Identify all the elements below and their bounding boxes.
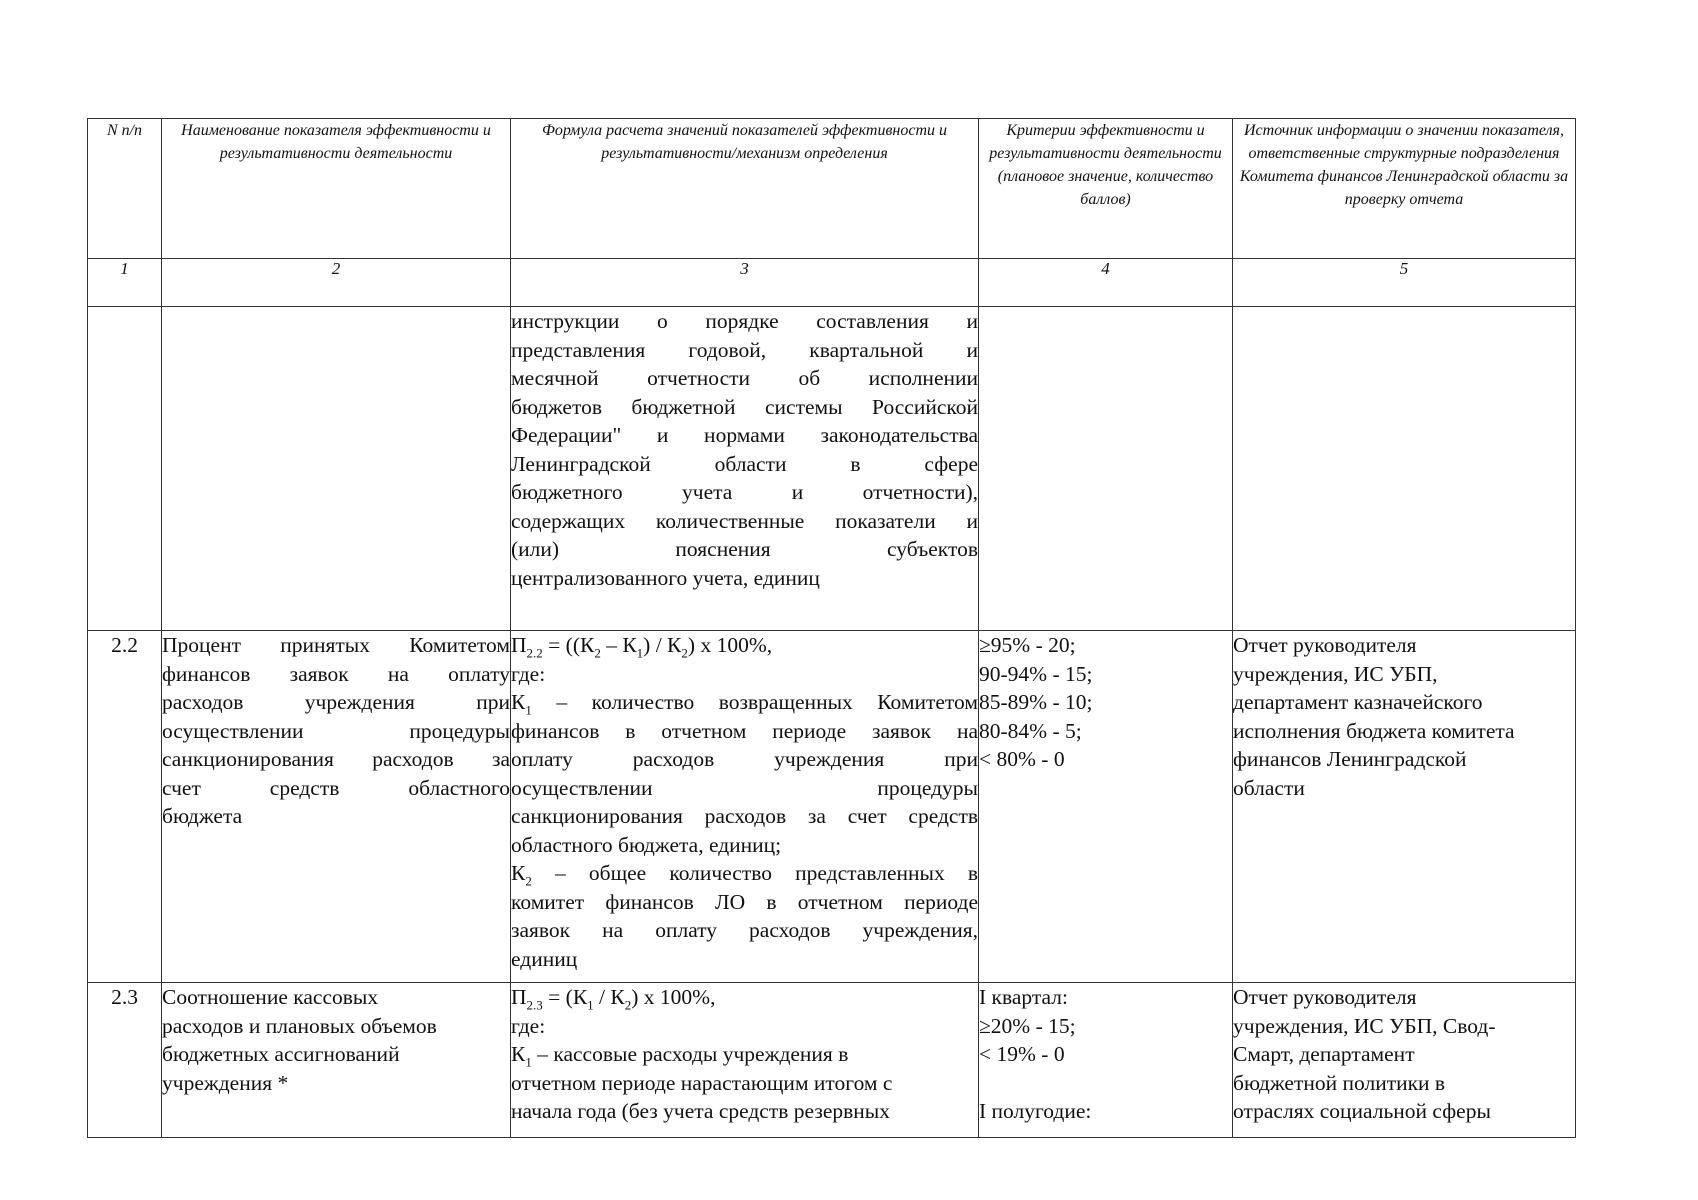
column-number-row	[88, 259, 1576, 307]
cell-line: бюджета	[162, 804, 243, 828]
cell-line: департамент казначейского	[1233, 690, 1483, 714]
row-number: 2.3	[88, 983, 162, 1138]
indicator-source	[1233, 307, 1576, 631]
cell-line: 85-89% - 10;	[979, 690, 1093, 714]
cell-line: расходов и плановых объемов	[162, 1013, 437, 1038]
cell-line: учреждения, ИС УБП,	[1233, 661, 1438, 686]
cell-line: $П_{2.3} = (К_1 / К_2)$ х 100%,	[511, 985, 716, 1013]
cell-line: отчетном периоде нарастающим итогом с	[511, 1070, 893, 1095]
indicator-formula	[511, 983, 979, 1138]
cell-line	[979, 1069, 1232, 1098]
cell-line: оплату расходов учреждения при	[511, 747, 978, 771]
cell-line: санкционирования расходов за	[162, 747, 510, 771]
cell-line: $П_{2.2} = ((К_2 - К_1) / К_2)$ х 100%,	[511, 633, 773, 661]
cell-line: бюджетов бюджетной системы Российской	[511, 394, 978, 419]
cell-line: 90-94% - 15;	[979, 661, 1093, 686]
cell-line: осуществлении процедуры	[511, 775, 978, 800]
row-number	[88, 307, 162, 631]
cell-line: заявок на оплату расходов учреждения,	[511, 918, 978, 942]
cell-line: ≥20% - 15;	[979, 1013, 1076, 1038]
header-cell: N п/п	[88, 119, 162, 259]
cell-line: ≥95% - 20;	[979, 633, 1076, 657]
cell-line: отраслях социальной сферы	[1233, 1099, 1491, 1123]
indicator-name	[162, 631, 511, 983]
cell-line: 80-84% - 5;	[979, 718, 1082, 743]
cell-line: $К_1$ – количество возвращенных Комитетом	[511, 690, 978, 718]
column-number: 5	[1233, 259, 1576, 307]
cell-line: санкционирования расходов за счет средств	[511, 804, 978, 828]
cell-line: Отчет руководителя	[1233, 985, 1417, 1009]
header-row	[88, 119, 1576, 259]
cell-line: финансов в отчетном периоде заявок на	[511, 718, 978, 743]
cell-line: где:	[511, 661, 546, 686]
cell-line: < 19% - 0	[979, 1042, 1065, 1066]
cell-line: Смарт, департамент	[1233, 1042, 1415, 1066]
cell-line: учреждения, ИС УБП, Свод-	[1233, 1013, 1496, 1038]
cell-line: I квартал:	[979, 985, 1068, 1009]
cell-line: финансов заявок на оплату	[162, 661, 510, 686]
cell-line: расходов учреждения при	[162, 690, 510, 714]
cell-line: бюджетной политики в	[1233, 1070, 1446, 1095]
cell-line: где:	[511, 1013, 546, 1038]
header-cell: Критерии эффективности и результативности деятельности (плановое значение, количество баллов)	[979, 119, 1233, 259]
row-number: 2.2	[88, 631, 162, 983]
indicator-formula	[511, 631, 979, 983]
cell-line: области	[1233, 775, 1305, 800]
cell-line: Соотношение кассовых	[162, 985, 379, 1009]
cell-line: Ленинградской области в сфере	[511, 451, 978, 476]
cell-line: финансов Ленинградской	[1233, 747, 1467, 771]
indicator-name	[162, 307, 511, 631]
cell-line: бюджетных ассигнований	[162, 1042, 400, 1066]
indicator-source	[1233, 983, 1576, 1138]
cell-line: Федерации" и нормами законодательства	[511, 423, 978, 447]
cell-line: $К_2$ – общее количество представленных в	[511, 861, 978, 889]
indicator-source	[1233, 631, 1576, 983]
table-row	[88, 307, 1576, 631]
indicator-formula	[511, 307, 979, 631]
header-cell: Источник информации о значении показателя, ответственные структурные подразделения Комитета финансов Ленинградской области за проверку отчета	[1233, 119, 1576, 259]
cell-line: начала года (без учета средств резервных	[511, 1099, 890, 1123]
indicator-criteria	[979, 983, 1233, 1138]
indicator-criteria	[979, 631, 1233, 983]
indicator-name	[162, 983, 511, 1138]
indicators-table	[87, 118, 1576, 1138]
header-cell: Формула расчета значений показателей эффективности и результативности/механизм определения	[511, 119, 979, 259]
cell-line: I полугодие:	[979, 1099, 1092, 1123]
cell-line: месячной отчетности об исполнении	[511, 366, 978, 390]
cell-line: (или) пояснения субъектов	[511, 537, 978, 561]
cell-line: < 80% - 0	[979, 747, 1065, 771]
column-number: 1	[88, 259, 162, 307]
column-number: 2	[162, 259, 511, 307]
column-number: 4	[979, 259, 1233, 307]
header-cell: Наименование показателя эффективности и результативности деятельности	[162, 119, 511, 259]
cell-line: инструкции о порядке составления и	[511, 309, 978, 333]
column-number: 3	[511, 259, 979, 307]
cell-line: $К_1$ – кассовые расходы учреждения в	[511, 1042, 849, 1070]
cell-line: исполнения бюджета комитета	[1233, 718, 1515, 743]
cell-line: представления годовой, квартальной и	[511, 337, 978, 362]
cell-line: централизованного учета, единиц	[511, 565, 820, 590]
table-row	[88, 631, 1576, 983]
table-row	[88, 983, 1576, 1138]
cell-line: осуществлении процедуры	[162, 718, 510, 743]
cell-line: областного бюджета, единиц;	[511, 832, 782, 857]
cell-line: бюджетного учета и отчетности),	[511, 480, 978, 504]
indicator-criteria	[979, 307, 1233, 631]
cell-line: Отчет руководителя	[1233, 633, 1417, 657]
cell-line: учреждения *	[162, 1070, 289, 1095]
cell-line: содержащих количественные показатели и	[511, 508, 978, 533]
cell-line: Процент принятых Комитетом	[162, 633, 510, 657]
cell-line: единиц	[511, 946, 578, 971]
cell-line: комитет финансов ЛО в отчетном периоде	[511, 889, 978, 914]
cell-line: счет средств областного	[162, 775, 510, 800]
